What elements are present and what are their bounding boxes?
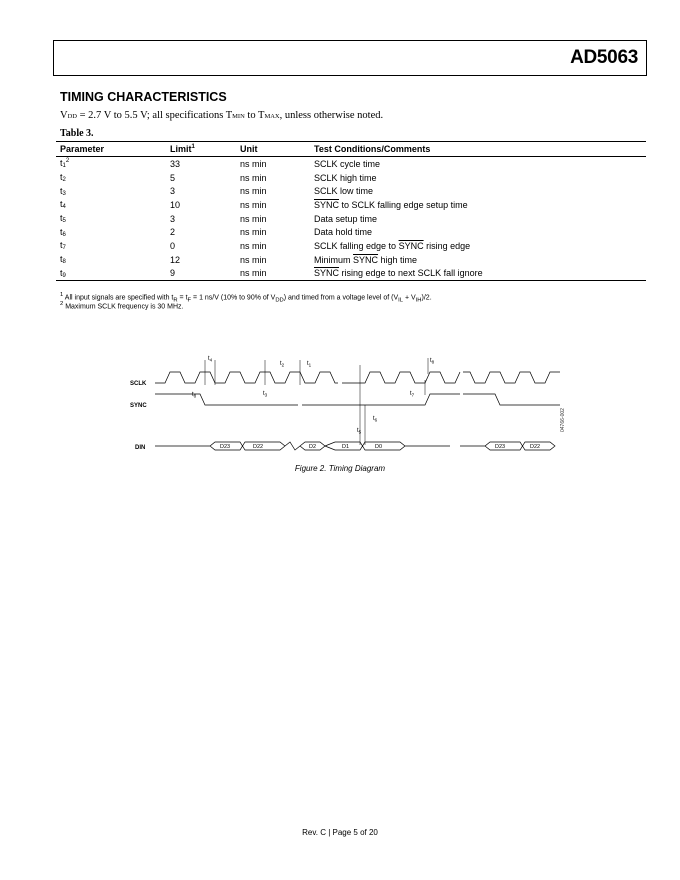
timing-table — [56, 141, 646, 281]
svg-text:t2: $t_2$ — [280, 361, 285, 368]
header-comments: Test Conditions/Comments — [310, 142, 646, 157]
bit-d23: D23 — [220, 444, 231, 450]
svg-text:t7: $t_7$ — [410, 391, 415, 398]
cell-comment: SCLK cycle time — [314, 158, 381, 169]
cell-parameter: $t1^2$ — [60, 158, 70, 170]
svg-text:t5: $t_5$ — [357, 428, 362, 435]
bit-d22-next: D22 — [530, 444, 541, 450]
table-row — [56, 253, 646, 267]
bit-d1: D1 — [342, 444, 350, 450]
cell-parameter: t3 — [60, 185, 66, 197]
svg-text:t8: $t_8$ — [430, 358, 435, 365]
figure-code: 04766-002 — [560, 408, 566, 432]
header-unit: Unit — [236, 142, 310, 157]
cell-comment: Data setup time — [314, 213, 378, 224]
section-title: TIMING CHARACTERISTICS — [60, 90, 227, 104]
svg-text:t8: $t_8$ — [192, 392, 197, 399]
cell-comment: SCLK low time — [314, 186, 374, 197]
table-row — [56, 239, 646, 253]
cell-parameter: t8 — [60, 254, 66, 266]
cell-comment: SYNC rising edge to next SCLK fall ignore — [310, 267, 646, 281]
timing-labels — [192, 356, 435, 435]
cell-comment: SCLK falling edge to SYNC rising edge — [314, 240, 471, 251]
header-limit: Limit$^1$ — [166, 142, 236, 157]
cell-limit: 3 — [170, 213, 176, 224]
figure-caption: Figure 2. Timing Diagram — [294, 464, 386, 473]
header-box — [53, 40, 647, 76]
cell-limit: 9 — [166, 267, 236, 281]
table-row — [56, 212, 646, 226]
spec-line: VDD = 2.7 V to 5.5 V; all specifications TMIN to TMAX, unless otherwise noted. — [60, 110, 384, 121]
cell-limit: 3 — [170, 186, 176, 197]
table-row — [56, 184, 646, 198]
bit-d23-next: D23 — [495, 444, 506, 450]
part-number: AD5063 — [570, 47, 638, 68]
cell-parameter: t2 — [60, 172, 66, 184]
cell-unit: ns min — [240, 240, 267, 251]
table-caption: Table 3. — [60, 128, 94, 139]
sync-waveform — [155, 394, 560, 405]
svg-text:t1: $t_1$ — [307, 361, 312, 368]
timing-markers — [205, 358, 428, 445]
cell-limit: 12 — [170, 254, 181, 265]
din-label: DIN — [135, 445, 146, 451]
table-row — [56, 198, 646, 212]
cell-comment: SYNC to SCLK falling edge setup time — [314, 199, 468, 210]
timing-diagram — [120, 350, 570, 465]
cell-limit: 5 — [170, 172, 176, 183]
cell-unit: ns min — [236, 267, 310, 281]
cell-unit: ns min — [240, 158, 267, 169]
header-parameter: Parameter — [56, 142, 166, 157]
sclk-waveform — [155, 372, 560, 383]
bit-d0: D0 — [375, 444, 383, 450]
svg-text:t4: $t_4$ — [208, 356, 213, 363]
cell-unit: ns min — [240, 186, 267, 197]
cell-unit: ns min — [240, 213, 267, 224]
table-header-row — [56, 142, 646, 157]
cell-parameter: t7 — [60, 240, 66, 252]
svg-text:t6: $t_6$ — [373, 416, 378, 423]
svg-text:t3: $t_3$ — [263, 391, 268, 398]
cell-unit: ns min — [240, 227, 267, 238]
cell-comment: SCLK high time — [314, 172, 377, 183]
bit-d2: D2 — [309, 444, 317, 450]
cell-unit: ns min — [240, 254, 267, 265]
cell-limit: 10 — [170, 199, 181, 210]
cell-comment: Minimum SYNC high time — [314, 254, 418, 265]
table-row — [56, 267, 646, 281]
cell-limit: 2 — [170, 227, 176, 238]
cell-parameter: t6 — [60, 226, 66, 238]
bit-d22: D22 — [253, 444, 264, 450]
footnote-2: $^2$ Maximum SCLK frequency is 30 MHz. — [60, 301, 184, 311]
page-footer: Rev. C | Page 5 of 20 — [302, 828, 378, 837]
cell-parameter: t5 — [60, 213, 66, 225]
cell-limit: 33 — [170, 158, 181, 169]
cell-parameter: t9 — [56, 267, 166, 281]
cell-parameter: t4 — [60, 199, 66, 211]
table-row — [56, 225, 646, 239]
cell-unit: ns min — [240, 172, 267, 183]
sync-label: SYNC — [130, 403, 147, 409]
cell-unit: ns min — [240, 199, 267, 210]
cell-comment: Data hold time — [314, 227, 373, 238]
table-row — [56, 171, 646, 185]
table-row — [56, 157, 646, 171]
cell-limit: 0 — [170, 240, 176, 251]
sclk-label: SCLK — [130, 381, 147, 387]
footnote-1: $^1$ All input signals are specified with $t_R = t_F = 1$ ns/V (10% to 90% of $V_{DD}$) and timed from a voltage level of $(V_{IL} + V_{IH})/2$. — [60, 292, 432, 304]
